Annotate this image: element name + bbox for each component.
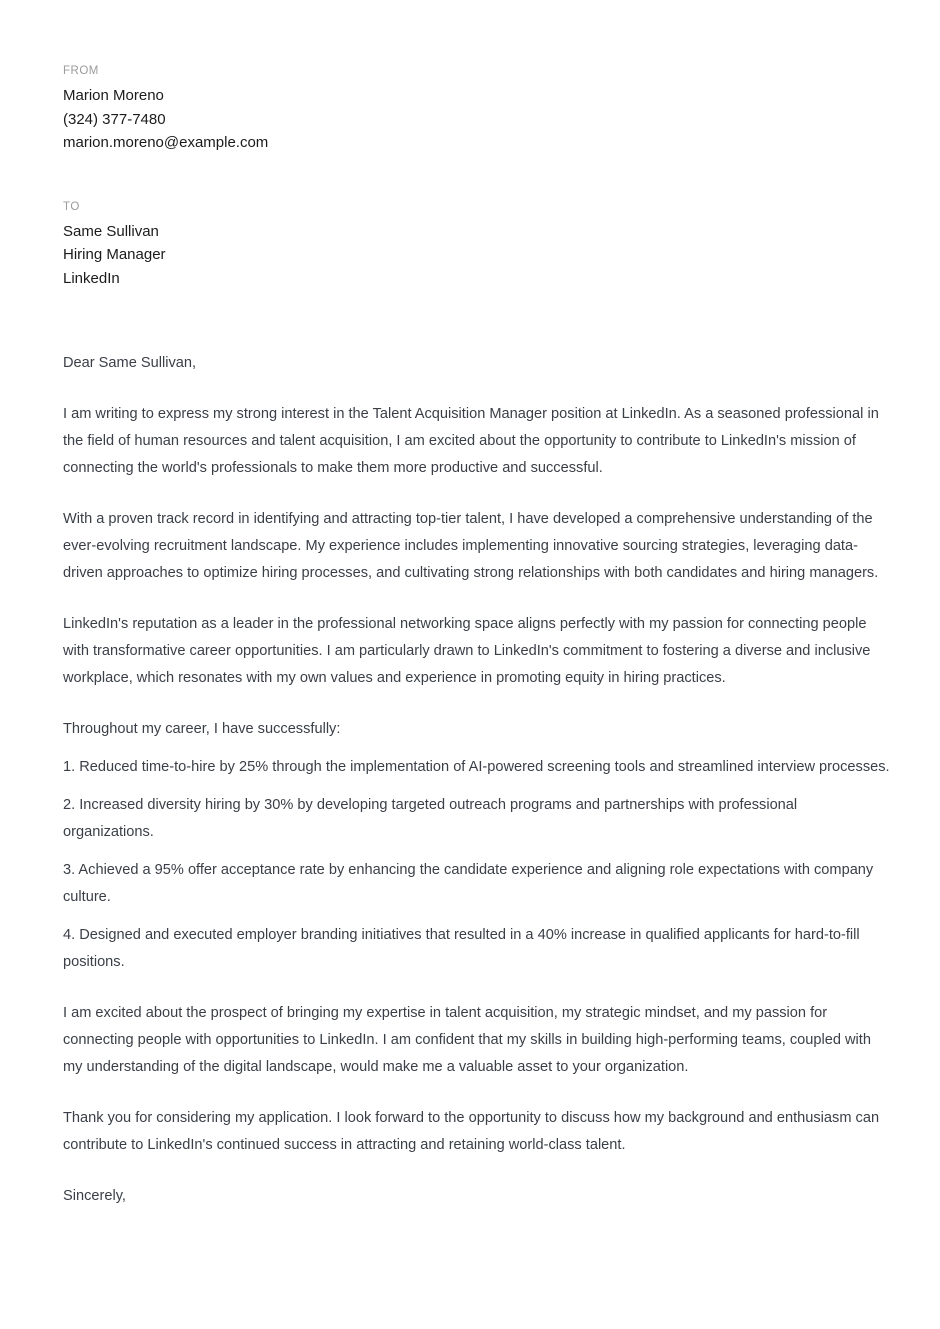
sign-off: Sincerely, bbox=[63, 1188, 126, 1204]
recipient-address-block bbox=[63, 155, 891, 291]
sender-phone: (324) 377-7480 bbox=[63, 110, 166, 128]
body-paragraph: I am writing to express my strong interest in the Talent Acquisition Manager position at LinkedIn. As a seasoned professional in the field of human resources and talent acquisition, I am excited about the opportunity to contribute to LinkedIn's mission of connecting the world's professionals to make them more productive and successful. bbox=[63, 406, 879, 476]
letter-body bbox=[63, 290, 891, 1210]
body-paragraph: Thank you for considering my application. I look forward to the opportunity to discuss how my background and enthusiasm can contribute to LinkedIn's continued success in attracting and retaining world-class talent. bbox=[63, 1110, 880, 1153]
to-label: TO bbox=[63, 200, 80, 213]
body-paragraph: I am excited about the prospect of bringing my expertise in talent acquisition, my strategic mindset, and my passion for connecting people with opportunities to LinkedIn. I am confident that my skills in building high-performing teams, coupled with my understanding of the digital landscape, would make me a valuable asset to your organization. bbox=[63, 1005, 871, 1075]
achievement-item: 4. Designed and executed employer branding initiatives that resulted in a 40% increase in qualified applicants for hard-to-fill positions. bbox=[63, 927, 860, 970]
letter-content bbox=[63, 0, 891, 1210]
achievement-item: 2. Increased diversity hiring by 30% by developing targeted outreach programs and partnerships with professional organizations. bbox=[63, 797, 798, 840]
sender-address-block bbox=[63, 0, 891, 155]
achievement-item: 1. Reduced time-to-hire by 25% through the implementation of AI-powered screening tools and streamlined interview processes. bbox=[63, 759, 890, 775]
body-paragraph: LinkedIn's reputation as a leader in the professional networking space aligns perfectly with my passion for connecting people with transformative career opportunities. I am particularly drawn to LinkedIn's commitment to fostering a diverse and inclusive workplace, which resonates with my own values and experience in promoting equity in hiring practices. bbox=[63, 616, 871, 686]
from-label: FROM bbox=[63, 65, 99, 77]
sender-name: Marion Moreno bbox=[63, 87, 164, 104]
recipient-name: Same Sullivan bbox=[63, 222, 159, 240]
recipient-title: Hiring Manager bbox=[63, 246, 166, 263]
achievements-intro: Throughout my career, I have successfully: bbox=[63, 721, 341, 737]
salutation: Dear Same Sullivan, bbox=[63, 355, 197, 371]
body-paragraph: With a proven track record in identifying and attracting top-tier talent, I have developed a comprehensive understanding of the ever-evolving recruitment landscape. My experience includes implementing innovative sourcing strategies, leveraging data-driven approaches to optimize hiring processes, and cultivating strong relationships with both candidates and hiring managers. bbox=[63, 511, 879, 581]
recipient-company: LinkedIn bbox=[63, 269, 120, 287]
achievement-item: 3. Achieved a 95% offer acceptance rate by enhancing the candidate experience and aligning role expectations with company culture. bbox=[63, 862, 874, 905]
sender-email: marion.moreno@example.com bbox=[63, 134, 269, 151]
